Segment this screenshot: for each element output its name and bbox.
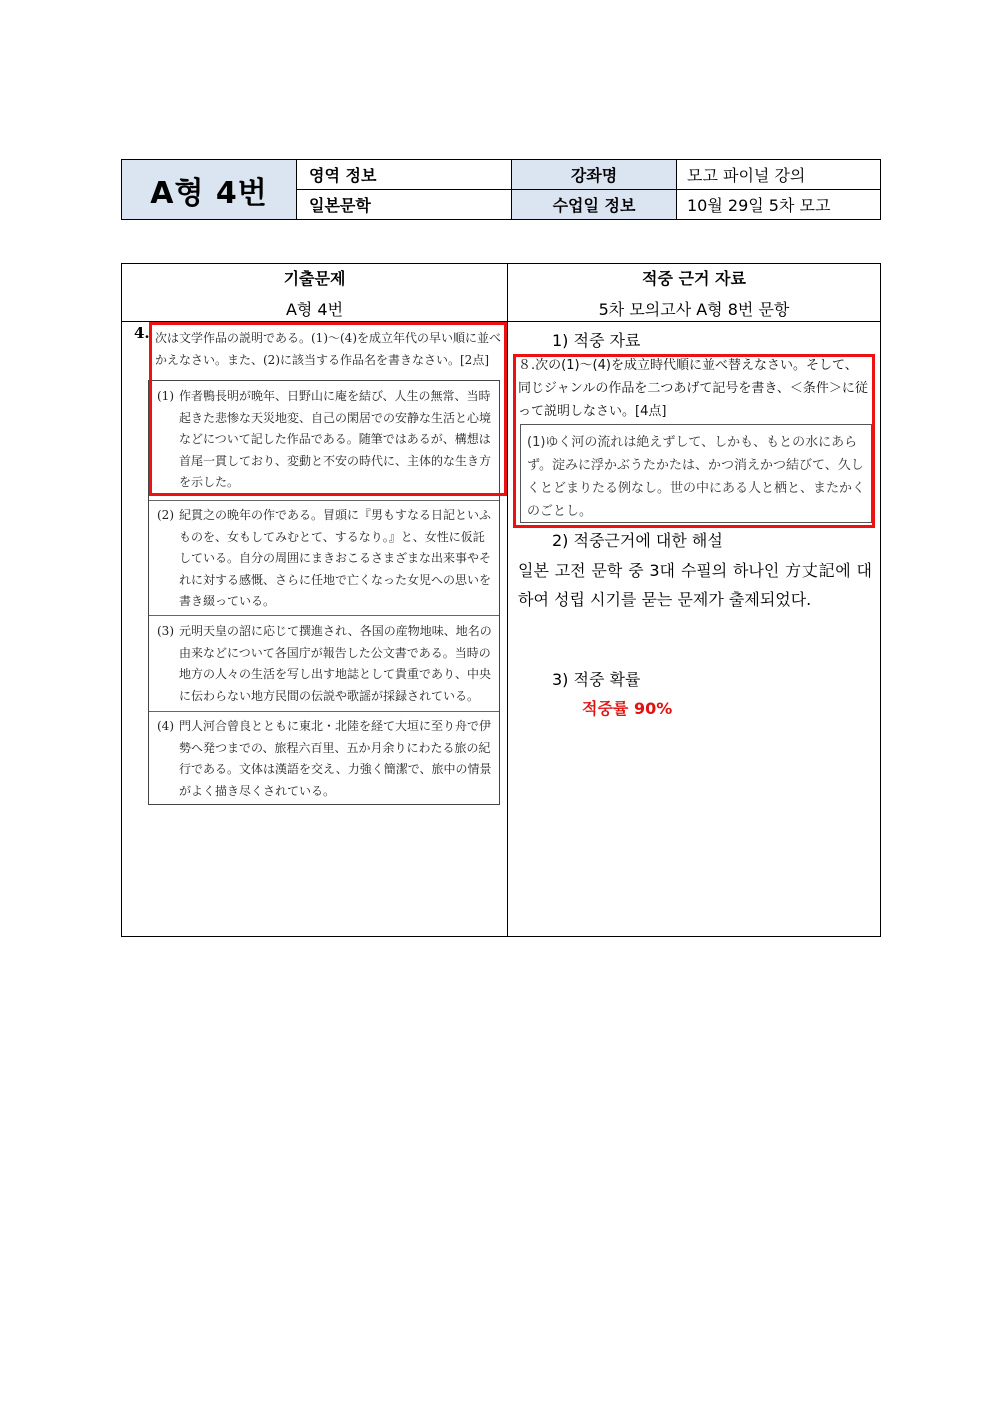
course-value: 모고 파이널 강의 (677, 160, 881, 190)
section-1-heading: 1) 적중 자료 (552, 331, 641, 350)
date-label: 수업일 정보 (512, 190, 677, 220)
right-head-title: 적중 근거 자료 (642, 268, 746, 288)
exam-item-text: 紀貫之の晩年の作である。冒頭に『男もすなる日記といふものを、女もしてみむとて、するなり。』と、女性に仮託している。自分の周囲にまきおこるさまざまな出来事やそれに対する感慨、さらに任地で亡くなった女児への思いを書き綴っている。 (179, 508, 492, 608)
area-value: 일본문학 (297, 190, 512, 220)
highlight-box (513, 354, 875, 528)
info-header-table (121, 159, 881, 220)
question-title: A형 4번 (122, 160, 297, 220)
exam-item-2 (157, 505, 493, 613)
exam-item-4 (157, 716, 493, 802)
right-head-sub: 5차 모의고사 A형 8번 문항 (598, 299, 790, 319)
section-2-heading: 2) 적중근거에 대한 해설 (552, 531, 723, 550)
item-divider (149, 711, 499, 712)
exam-item-number: (2) (157, 508, 174, 522)
item-divider (149, 500, 499, 501)
comparison-table (121, 263, 881, 937)
exam-question-text: 次は文学作品の説明である。(1)～(4)を成立年代の早い順に並べかえなさい。また、(2)に該当する作品名を書きなさい。[2点] (155, 331, 501, 367)
left-column-header (122, 264, 508, 322)
exam-item-text: 元明天皇の詔に応じて撰進され、各国の産物地味、地名の由来などについて各国庁が報告した公文書である。当時の地方の人々の生活を写し出す地誌として貴重であり、中央に伝わらない地方民間の伝説や歌謡が採録されている。 (179, 624, 492, 703)
evidence-question-text: ８.次の(1)～(4)を成立時代順に並べ替えなさい。そして、同じジャンルの作品を二つあげて記号を書き、＜条件＞に従って説明しなさい。[4点] (518, 358, 868, 419)
course-label: 강좌명 (512, 160, 677, 190)
item-divider (149, 615, 499, 616)
exam-question-cell (122, 322, 508, 937)
exam-item-number: (4) (157, 719, 174, 733)
exam-item-text: 門人河合曾良とともに東北・北陸を経て大垣に至り舟で伊勢へ発つまでの、旅程六百里、五か月余りにわたる旅の紀行である。文体は漢語を交え、力強く簡潔で、旅中の情景がよく描き尽くされている。 (179, 719, 492, 798)
evidence-item-box: (1)ゆく河の流れは絶えずして、しかも、もとの水にあらず。淀みに浮かぶうたかたは、かつ消えかつ結びて、久しくとどまりたる例なし。世の中にある人と栖と、またかくのごとし。 (520, 424, 872, 523)
highlight-box (149, 322, 507, 496)
left-head-title: 기출문제 (283, 268, 346, 288)
area-label: 영역 정보 (297, 160, 512, 190)
explanation-text: 일본 고전 문학 중 3대 수필의 하나인 方丈記에 대하여 성립 시기를 묻는 문제가 출제되었다. (518, 561, 872, 609)
left-head-sub: A형 4번 (285, 299, 344, 319)
evidence-cell (508, 322, 881, 937)
exam-question-number: 4. (134, 324, 150, 342)
right-column-header (508, 264, 881, 322)
date-value: 10월 29일 5차 모고 (677, 190, 881, 220)
hit-rate: 적중률 90% (582, 699, 673, 718)
section-3-heading: 3) 적중 확률 (552, 670, 641, 689)
exam-item-number: (1) (157, 389, 174, 403)
exam-item-text: 作者鴨長明が晩年、日野山に庵を結び、人生の無常、当時起きた悲惨な天災地変、自己の閑居での安静な生活と心境などについて記した作品である。随筆ではあるが、構想は首尾一貫しており、変動と不安の時代に、主体的な生き方を示した。 (179, 389, 492, 489)
exam-item-3 (157, 621, 493, 707)
exam-item-number: (3) (157, 624, 174, 638)
